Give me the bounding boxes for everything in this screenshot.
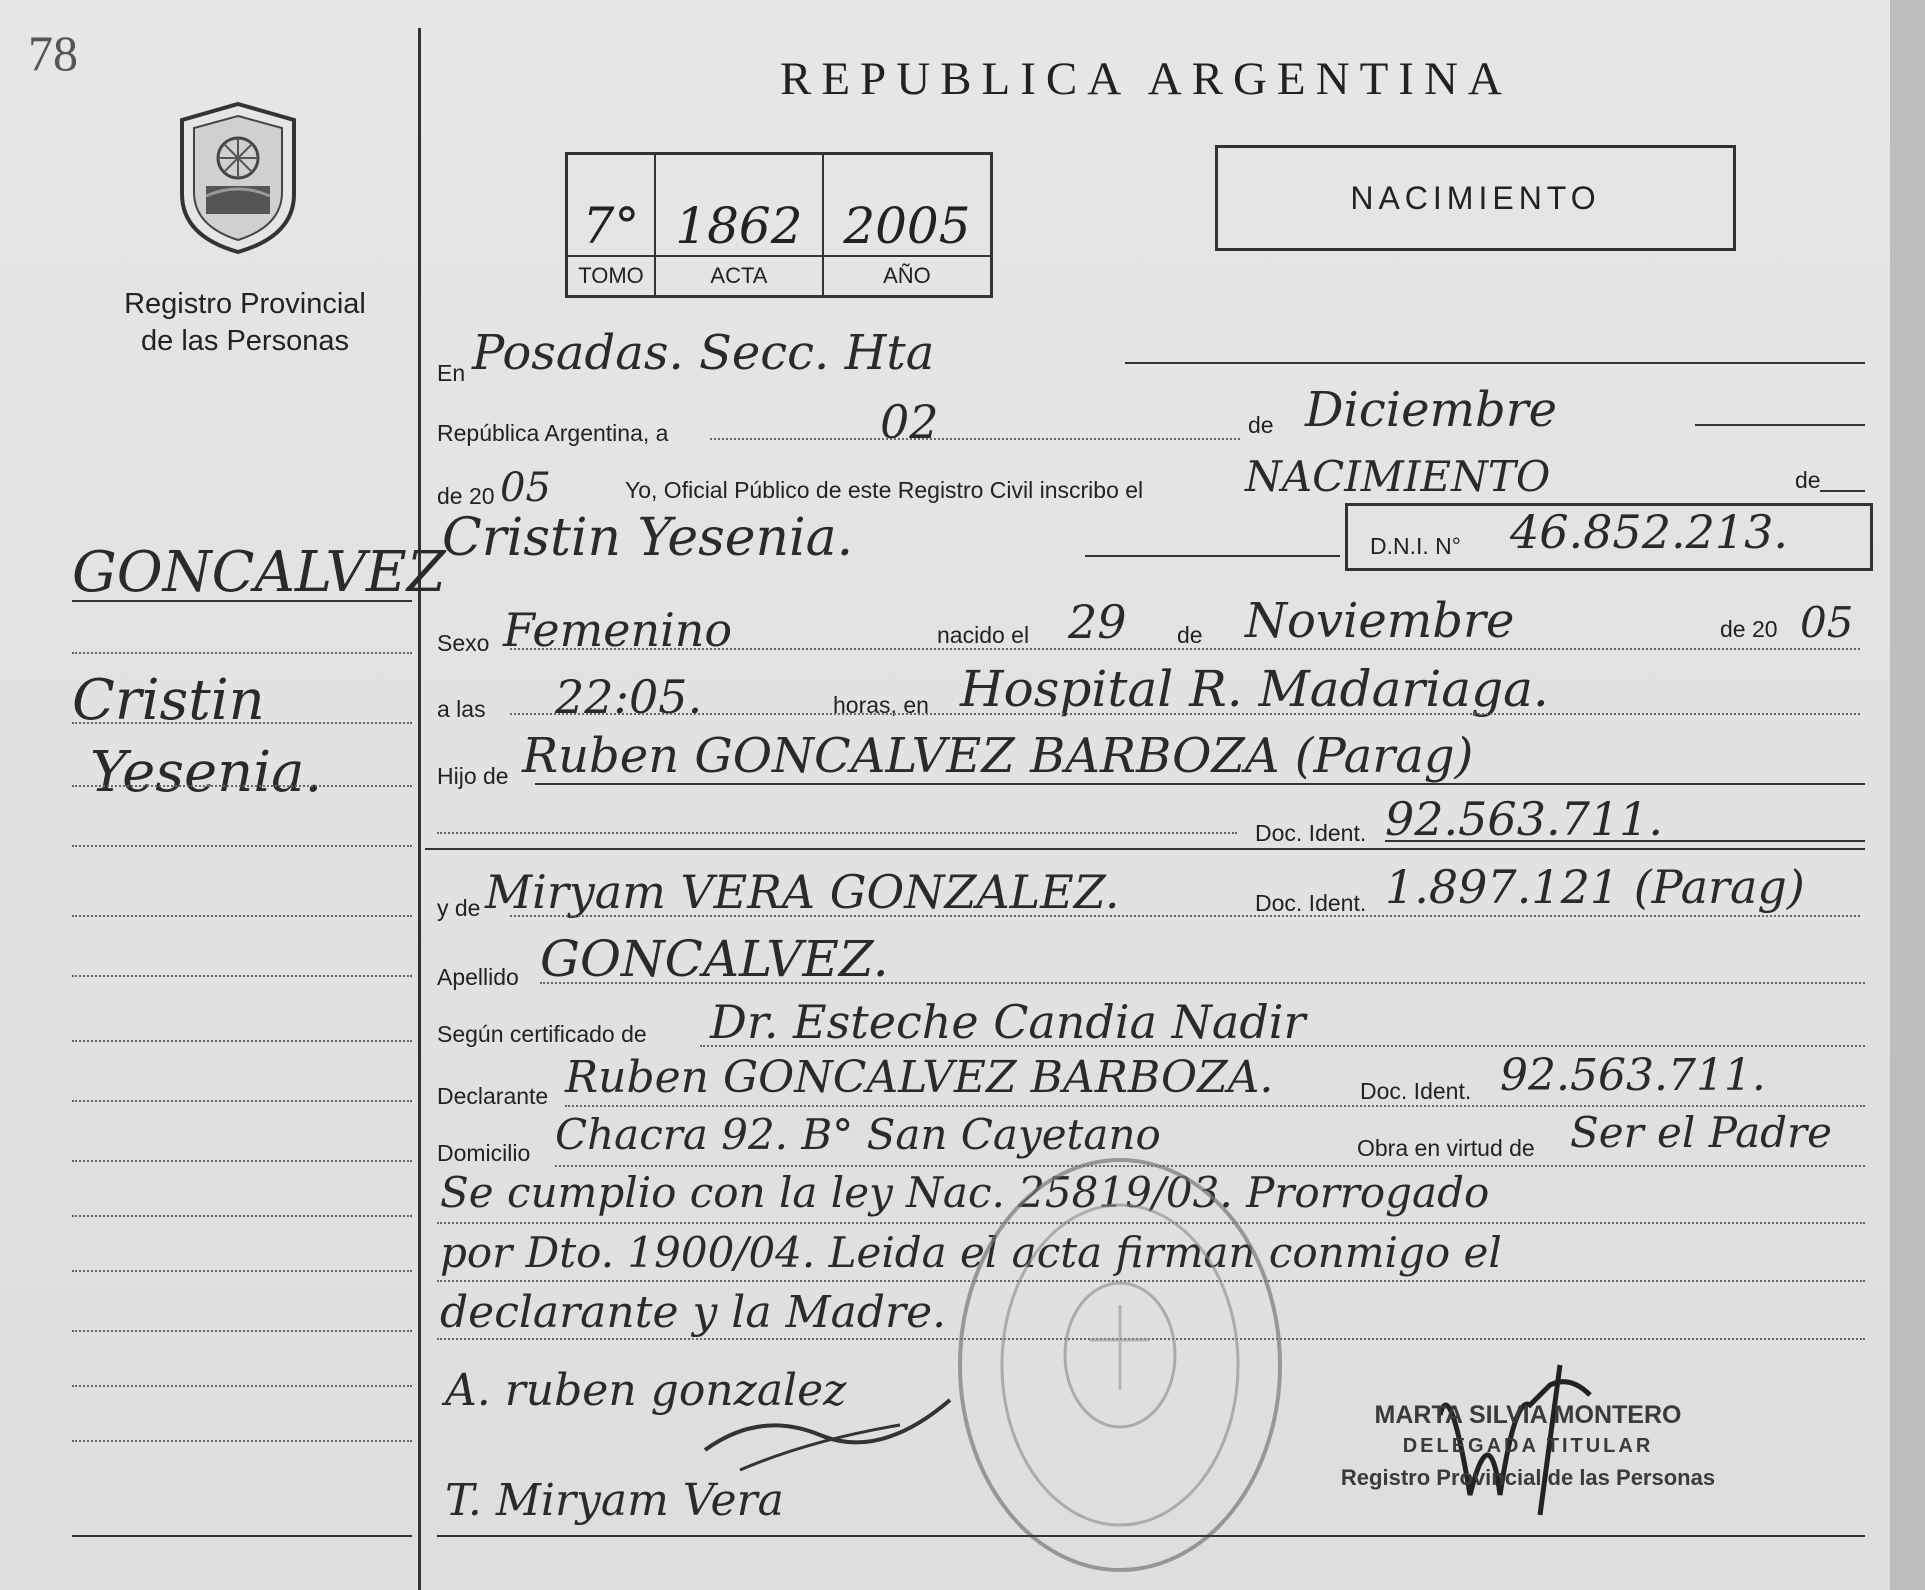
margin-given-name-1: Cristin [72,668,265,733]
field-line [565,1105,1865,1107]
margin-dotted-line [72,1440,412,1442]
registry-name [80,286,410,360]
field-certificado: Dr. Esteche Candia Nadir [710,995,1306,1049]
margin-dotted-line [72,1385,412,1387]
field-line [1820,490,1865,492]
field-tipo: NACIMIENTO [1245,452,1551,501]
page-edge [1890,0,1925,1590]
label-hijo: Hijo de [437,763,509,789]
field-hora: 22:05. [555,670,703,724]
label-alas: a las [437,696,486,722]
field-padre-doc: 92.563.711. [1385,792,1663,846]
field-line [1385,840,1865,842]
label-doc-2: Doc. Ident. [1255,890,1367,916]
civil-registry-round-stamp-icon [955,1155,1285,1575]
label-doc-3: Doc. Ident. [1360,1078,1472,1104]
field-nac-anio: 05 [1800,598,1854,647]
field-line [540,982,1865,984]
field-nac-dia: 29 [1068,595,1127,649]
signature-madre: T. Miryam Vera [445,1475,784,1526]
field-dni: 46.852.213. [1510,505,1788,559]
field-line [510,713,1860,715]
label-inscribo: Yo, Oficial Público de este Registro Civil inscribo el [625,477,1144,503]
registration-table [565,152,993,298]
label-declarante: Declarante [437,1083,549,1109]
label-de: de [1248,412,1274,438]
label-de-year: de 20 [437,483,495,509]
tomo-label: TOMO [567,256,655,297]
margin-surname: GONCALVEZ [72,540,446,605]
signature-stroke-icon [700,1380,960,1480]
margin-dotted-line [72,1330,412,1332]
margin-dotted-line [72,1040,412,1042]
registry-name-line-2: de las Personas [141,325,349,357]
label-doc-1: Doc. Ident. [1255,820,1367,846]
registry-name-line-1: Registro Provincial [124,288,366,320]
label-de-3: de [1177,622,1203,648]
margin-dotted-line [72,722,412,724]
margin-line [72,600,412,602]
column-divider [418,28,421,1590]
bottom-rule [437,1535,1865,1537]
margin-dotted-line [72,1160,412,1162]
anio-value: 2005 [823,154,992,257]
observations-line-1: Se cumplio con la ley Nac. 25819/03. Prorrogado [440,1168,1490,1217]
field-madre: Miryam VERA GONZALEZ. [485,865,1120,919]
margin-dotted-line [72,975,412,977]
field-line [535,783,1865,785]
provincial-seal-icon [168,98,308,258]
margin-dotted-line [72,915,412,917]
field-dia: 02 [880,395,939,449]
official-name: MARTA SILVIA MONTERO [1374,1401,1682,1429]
observations-line-2: por Dto. 1900/04. Leida el acta firman conmigo el [440,1228,1502,1277]
label-horas: horas, en [833,692,929,718]
label-sexo: Sexo [437,630,490,656]
field-sexo: Femenino [503,603,733,657]
label-de-2: de [1795,467,1821,493]
margin-line [72,1535,412,1537]
field-line [510,915,1860,917]
label-de-20: de 20 [1720,616,1778,642]
label-en: En [437,360,466,386]
field-line [710,438,1240,440]
anio-label: AÑO [823,256,992,297]
label-nacido: nacido el [937,622,1030,648]
acta-value: 1862 [655,154,823,257]
label-domicilio: Domicilio [437,1140,531,1166]
field-apellido: GONCALVEZ. [540,930,889,988]
official-stamp [1318,1400,1738,1493]
field-declarante-doc: 92.563.711. [1500,1050,1766,1101]
official-title: DELEGADA TITULAR [1402,1435,1654,1457]
observations-line-3: declarante y la Madre. [440,1287,947,1338]
field-mes: Diciembre [1305,382,1558,438]
margin-dotted-line [72,1215,412,1217]
label-yde: y de [437,895,481,921]
field-obra: Ser el Padre [1570,1108,1832,1157]
margin-given-name-2: Yesenia. [90,740,323,805]
tomo-value: 7° [567,154,655,257]
field-nac-mes: Noviembre [1245,593,1515,649]
label-obra: Obra en virtud de [1357,1135,1535,1161]
page-number: 78 [28,25,78,81]
margin-dotted-line [72,785,412,787]
acta-label: ACTA [655,256,823,297]
record-type-box: NACIMIENTO [1215,145,1736,251]
field-line [700,1045,1865,1047]
official-office: Registro Provincial de las Personas [1340,1465,1716,1490]
label-dni: D.N.I. N° [1370,533,1461,559]
field-nombre: Cristin Yesenia. [442,508,854,568]
field-domicilio: Chacra 92. B° San Cayetano [555,1110,1161,1159]
field-lugar-nac: Hospital R. Madariaga. [960,660,1549,718]
margin-dotted-line [72,1100,412,1102]
section-rule [425,848,1865,850]
field-padre: Ruben GONCALVEZ BARBOZA (Parag) [522,728,1474,784]
field-line [1695,424,1865,426]
field-line [510,648,1860,650]
label-republica: República Argentina, a [437,420,669,446]
field-lugar: Posadas. Secc. Hta [472,325,935,381]
field-madre-doc: 1.897.121 (Parag) [1385,860,1805,914]
field-line [437,832,1237,834]
field-anio: 05 [500,465,551,511]
field-line [1125,362,1865,364]
country-heading: REPUBLICA ARGENTINA [780,53,1512,105]
margin-dotted-line [72,845,412,847]
label-apellido: Apellido [437,964,519,990]
field-line [1085,555,1340,557]
field-declarante: Ruben GONCALVEZ BARBOZA. [565,1052,1274,1103]
margin-dotted-line [72,652,412,654]
margin-dotted-line [72,1270,412,1272]
signature-declarante: A. ruben gonzalez [445,1365,847,1416]
label-segun: Según certificado de [437,1021,647,1047]
